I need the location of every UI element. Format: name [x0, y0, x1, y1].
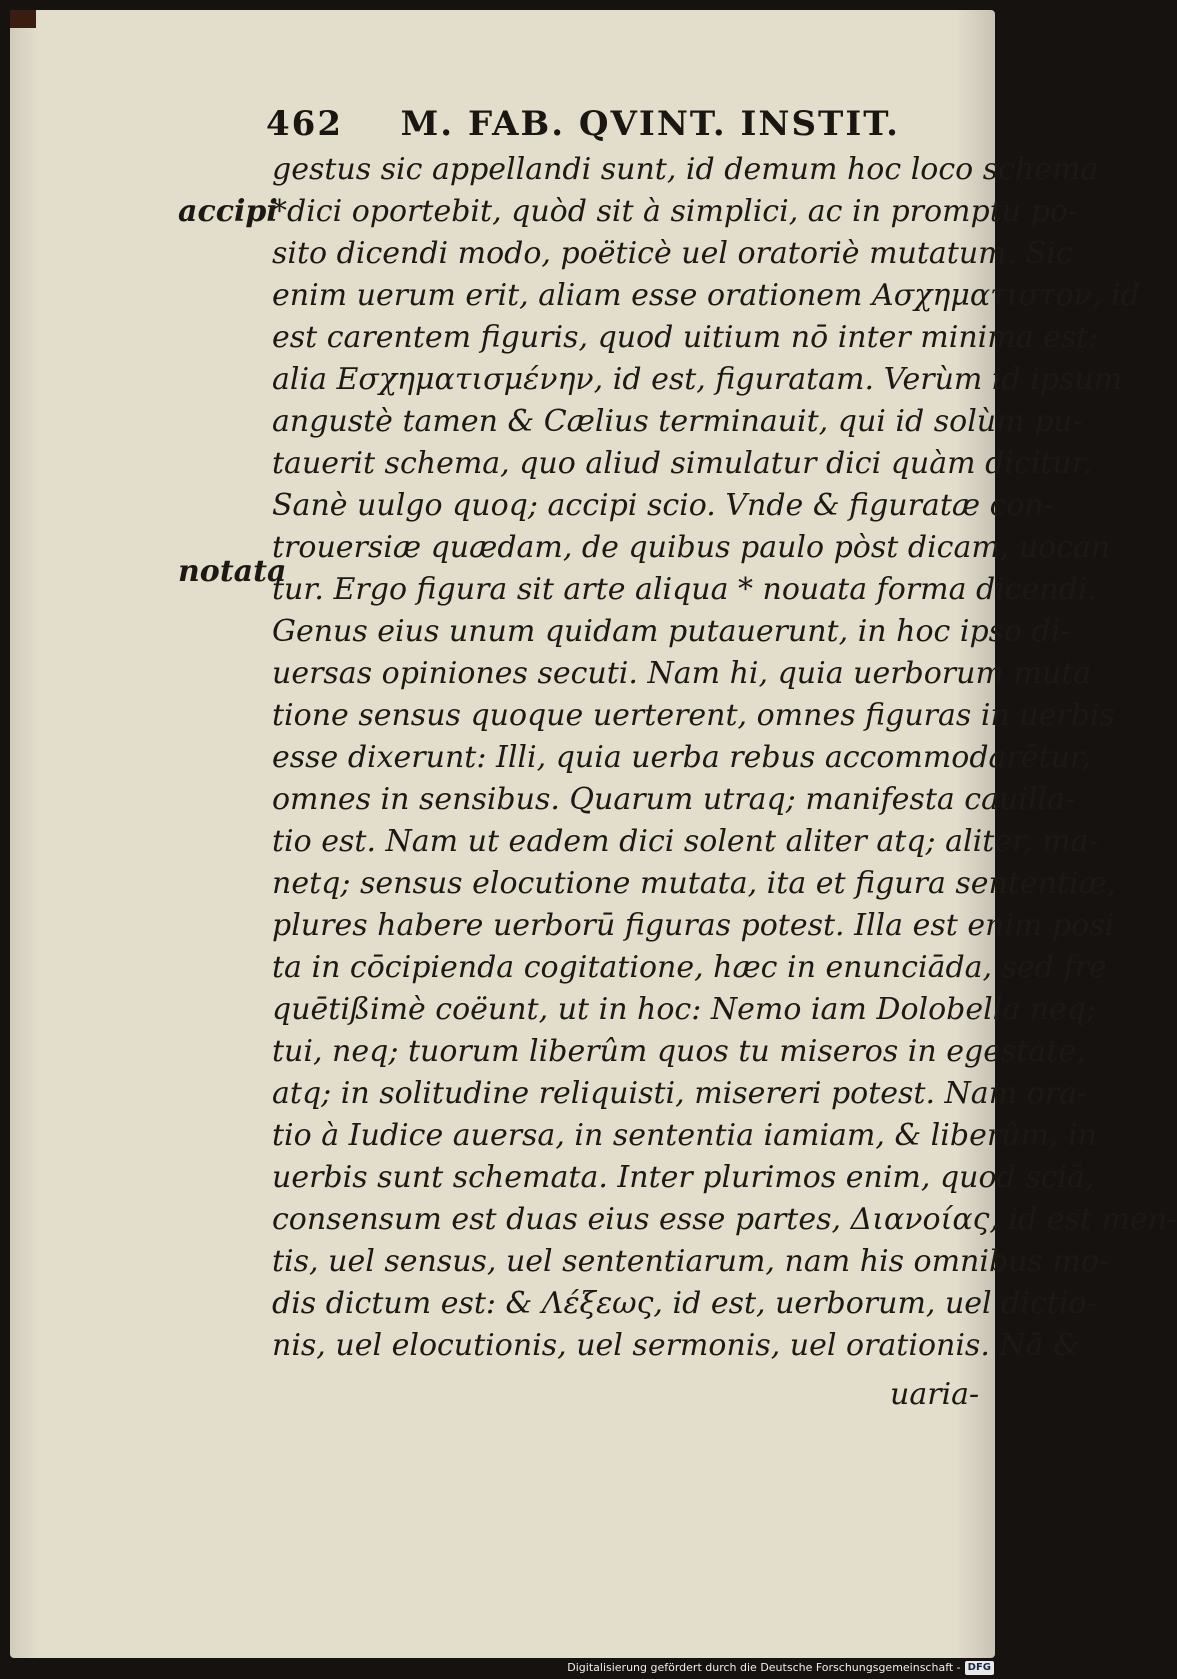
- text-line: omnes in sensibus. Quarum utraq; manifesta cauilla-: [272, 782, 1076, 817]
- text-line: tui, neq; tuorum liberûm quos tu miseros in egestate,: [272, 1034, 1086, 1069]
- digitization-footer: [567, 1659, 994, 1677]
- text-line: nis, uel elocutionis, uel sermonis, uel orationis. Nā &: [272, 1328, 1080, 1363]
- text-line: *dici oportebit, quòd sit à simplici, ac in promptu po-: [272, 194, 1079, 229]
- page-number: 462: [266, 104, 343, 144]
- margin-note-notata: notata: [178, 554, 287, 589]
- text-line: uersas opiniones secuti. Nam hi, quia uerborum muta: [272, 656, 1092, 691]
- text-line: consensum est duas eius esse partes, Διανοίας, id est men-: [272, 1202, 1177, 1237]
- text-line: quētißimè coëunt, ut in hoc: Nemo iam Dolobella neq;: [272, 992, 1097, 1027]
- running-title: M. FAB. QVINT. INSTIT.: [400, 104, 900, 144]
- text-line: gestus sic appellandi sunt, id demum hoc loco schema: [272, 152, 1099, 187]
- text-line: tione sensus quoque uerterent, omnes figuras in uerbis: [272, 698, 1115, 733]
- text-line: ta in cōcipienda cogitatione, hæc in enunciāda, sed fre: [272, 950, 1107, 985]
- text-line: dis dictum est: & Λέξεως, id est, uerborum, uel dictio-: [272, 1286, 1097, 1321]
- margin-note-accipi: accipi: [178, 194, 278, 229]
- text-line: tio est. Nam ut eadem dici solent aliter atq; aliter, ma-: [272, 824, 1099, 859]
- text-line: Sanè uulgo quoq; accipi scio. Vnde & figuratæ con-: [272, 488, 1054, 523]
- text-line: enim uerum erit, aliam esse orationem Ασχηματιστον, id: [272, 278, 1140, 313]
- text-line: alia Εσχηματισμένην, id est, figuratam. Verùm id ipsum: [272, 362, 1123, 397]
- text-line: Genus eius unum quidam putauerunt, in hoc ipso di-: [272, 614, 1071, 649]
- catchword: uaria-: [890, 1377, 980, 1412]
- text-line: esse dixerunt: Illi, quia uerba rebus accommodarētur,: [272, 740, 1091, 775]
- text-line: tur. Ergo figura sit arte aliqua * nouata forma dicendi.: [272, 572, 1097, 607]
- text-line: atq; in solitudine reliquisti, misereri potest. Nam ora-: [272, 1076, 1088, 1111]
- text-line: tio à Iudice auersa, in sententia iamiam, & liberûm, in: [272, 1118, 1097, 1153]
- text-line: uerbis sunt schemata. Inter plurimos enim, quod sciā,: [272, 1160, 1095, 1195]
- dfg-logo-icon: DFG: [965, 1661, 994, 1675]
- text-line: angustè tamen & Cælius terminauit, qui id solùm pu-: [272, 404, 1083, 439]
- page-header: [266, 104, 900, 144]
- text-line: plures habere uerborū figuras potest. Illa est enim posi: [272, 908, 1115, 943]
- book-page: [10, 10, 1177, 1658]
- page-tab-marker: [10, 10, 36, 28]
- text-line: tauerit schema, quo aliud simulatur dici quàm dicitur.: [272, 446, 1093, 481]
- text-line: netq; sensus elocutione mutata, ita et figura sententiæ,: [272, 866, 1117, 901]
- text-line: trouersiæ quædam, de quibus paulo pòst dicam, uocan: [272, 530, 1111, 565]
- text-line: est carentem figuris, quod uitium nō inter minima est:: [272, 320, 1099, 355]
- footer-credit: Digitalisierung gefördert durch die Deutsche Forschungsgemeinschaft -: [567, 1661, 961, 1674]
- text-line: sito dicendi modo, poëticè uel oratoriè mutatum. Sic: [272, 236, 1073, 271]
- text-line: tis, uel sensus, uel sententiarum, nam his omnibus mo-: [272, 1244, 1110, 1279]
